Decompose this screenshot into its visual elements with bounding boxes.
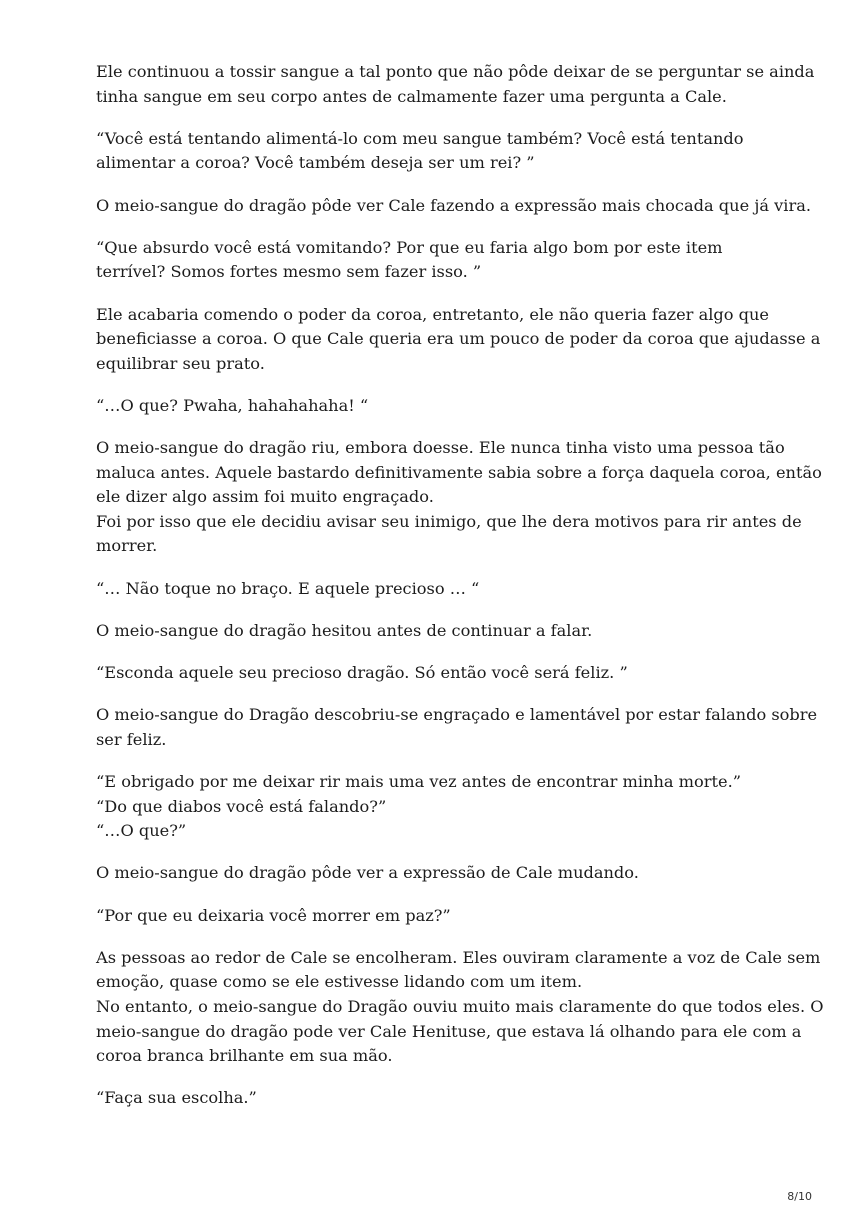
paragraph <box>96 946 824 1069</box>
text-line: “E obrigado por me deixar rir mais uma vez antes de encontrar minha morte.” <box>96 772 742 791</box>
text-line: beneficiasse a coroa. O que Cale queria era um pouco de poder da coroa que ajudasse a <box>96 329 821 349</box>
text-line: “Faça sua escolha.” <box>96 1088 257 1108</box>
text-line: ele dizer algo assim foi muito engraçado. <box>96 487 434 507</box>
text-line: coroa branca brilhante em sua mão. <box>96 1046 393 1066</box>
paragraph <box>96 303 821 377</box>
text-line: equilibrar seu prato. <box>96 353 265 373</box>
paragraph <box>96 661 796 686</box>
text-line: “…O que? Pwaha, hahahahaha! “ <box>96 395 369 415</box>
paragraph <box>96 904 796 929</box>
text-line: “Você está tentando alimentá-lo com meu sangue também? Você está tentando <box>96 128 744 148</box>
text-line: emoção, quase como se ele estivesse lidando com um item. <box>96 972 583 992</box>
text-line: O meio-sangue do Dragão descobriu-se engraçado e lamentável por estar falando sobre <box>96 705 818 725</box>
paragraph <box>96 703 818 752</box>
text-line: meio-sangue do dragão pode ver Cale Henituse, que estava lá olhando para ele com a <box>96 1021 802 1041</box>
text-line: O meio-sangue do dragão riu, embora doesse. Ele nunca tinha visto uma pessoa tão <box>96 438 785 458</box>
paragraph <box>96 194 811 219</box>
paragraph <box>96 861 796 886</box>
text-line: O meio-sangue do dragão pôde ver Cale fazendo a expressão mais chocada que já vira. <box>96 195 811 215</box>
paragraph <box>96 577 796 602</box>
text-line: “Esconda aquele seu precioso dragão. Só então você será feliz. ” <box>96 663 628 683</box>
text-line: “Do que diabos você está falando?” <box>96 796 387 816</box>
text-line: morrer. <box>96 536 158 556</box>
text-line: “… Não toque no braço. E aquele precioso … “ <box>96 578 480 598</box>
paragraph <box>96 436 822 559</box>
text-line: Ele continuou a tossir sangue a tal ponto que não pôde deixar de se perguntar se ainda <box>96 62 815 81</box>
text-line: alimentar a coroa? Você também deseja ser um rei? ” <box>96 153 535 173</box>
paragraph <box>96 236 796 285</box>
text-line: Foi por isso que ele decidiu avisar seu inimigo, que lhe dera motivos para rir antes de <box>96 511 802 531</box>
paragraph <box>96 60 815 109</box>
text-line: Ele acabaria comendo o poder da coroa, entretanto, ele não queria fazer algo que <box>96 304 770 324</box>
text-line: No entanto, o meio-sangue do Dragão ouviu muito mais claramente do que todos eles. O <box>96 996 824 1016</box>
page-number: 8/10 <box>787 1190 812 1203</box>
paragraph <box>96 394 796 419</box>
paragraph <box>96 770 796 844</box>
paragraph <box>96 127 796 176</box>
text-line: O meio-sangue do dragão hesitou antes de continuar a falar. <box>96 620 593 640</box>
text-line: tinha sangue em seu corpo antes de calmamente fazer uma pergunta a Cale. <box>96 86 727 106</box>
paragraph <box>96 619 796 644</box>
text-line: O meio-sangue do dragão pôde ver a expressão de Cale mudando. <box>96 863 639 883</box>
text-line: “…O que?” <box>96 821 187 841</box>
paragraph <box>96 1086 796 1111</box>
document-body <box>96 60 824 1129</box>
text-line: As pessoas ao redor de Cale se encolheram. Eles ouviram claramente a voz de Cale sem <box>96 947 821 967</box>
text-line: maluca antes. Aquele bastardo definitivamente sabia sobre a força daquela coroa, então <box>96 462 822 482</box>
text-line: “Por que eu deixaria você morrer em paz?” <box>96 905 451 925</box>
text-line: ser feliz. <box>96 729 167 749</box>
text-line: “Que absurdo você está vomitando? Por que eu faria algo bom por este item <box>96 237 723 257</box>
text-line: terrível? Somos fortes mesmo sem fazer isso. ” <box>96 262 482 282</box>
